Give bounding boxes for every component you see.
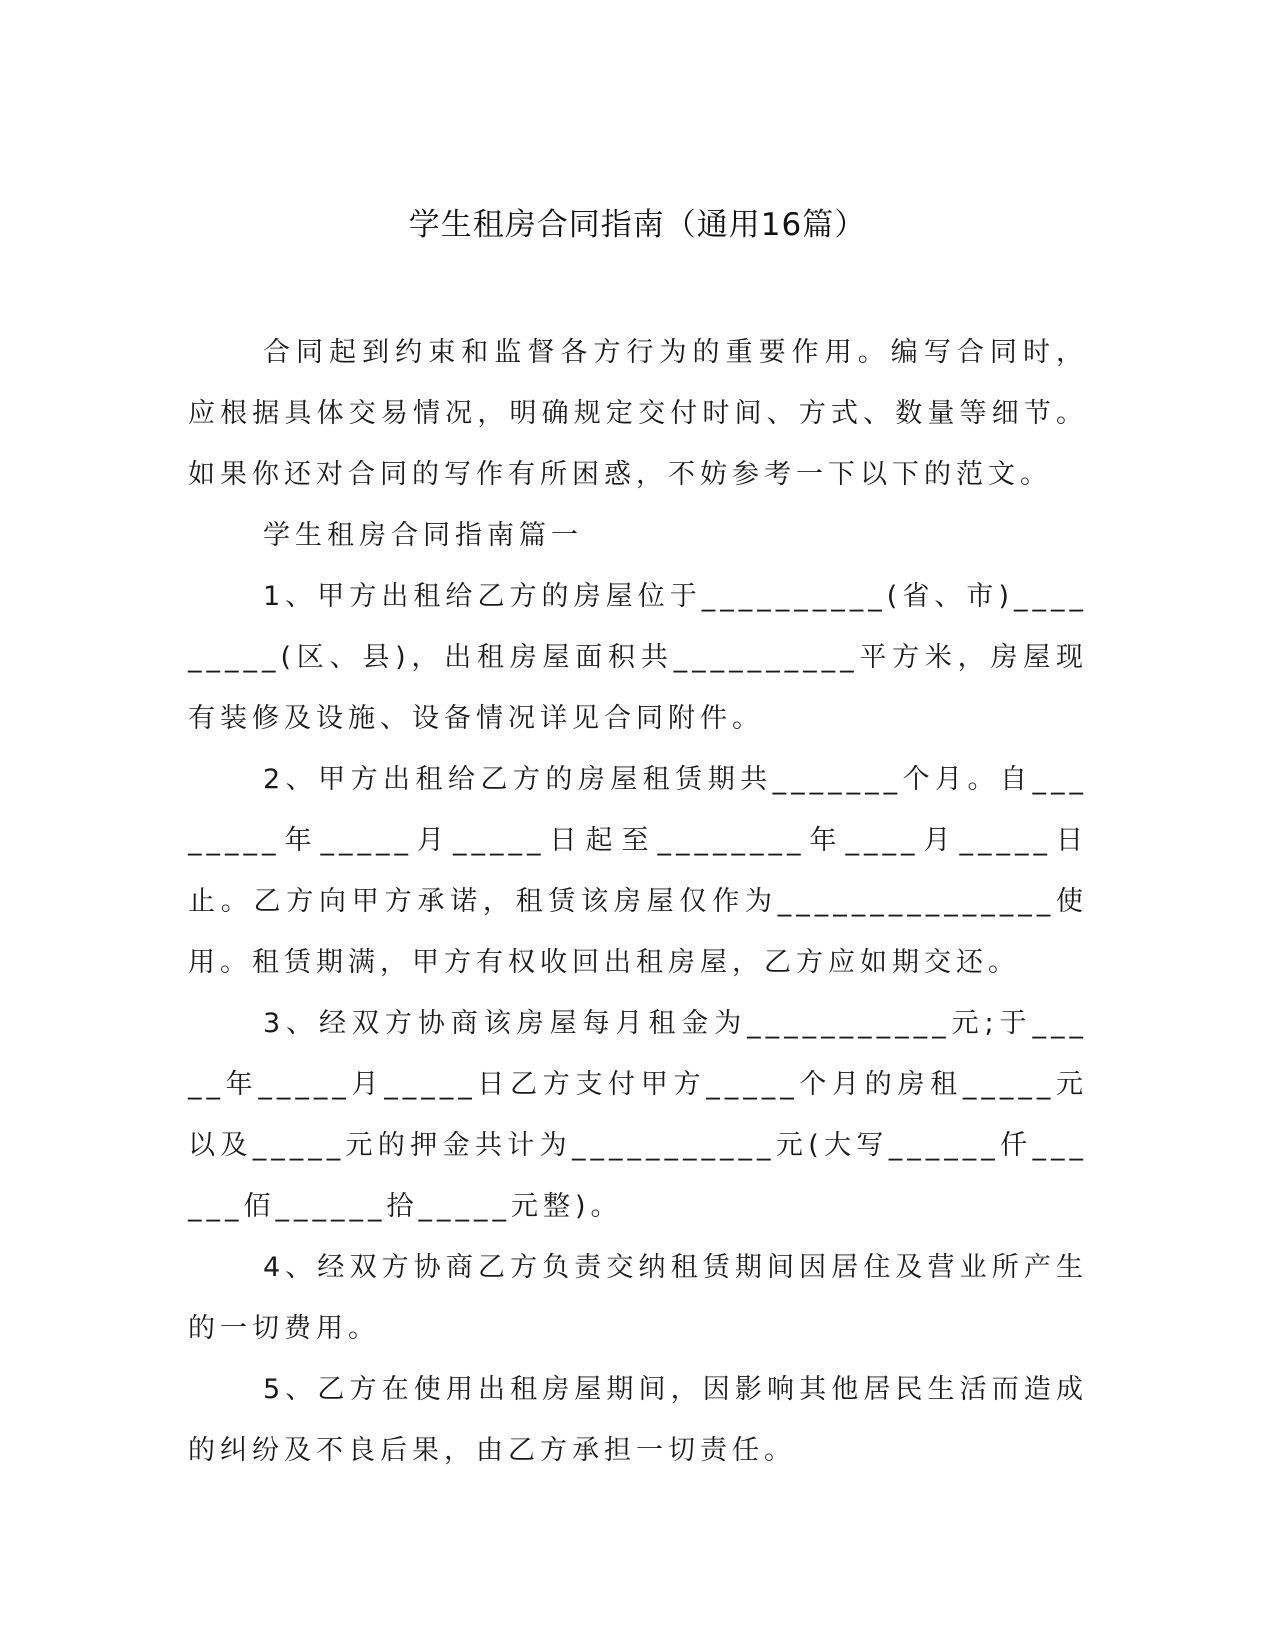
section-heading: 学生租房合同指南篇一 — [263, 520, 583, 551]
document-body — [188, 322, 1088, 1481]
clause-3-paragraph: 3、经双方协商该房屋每月租金为___________元;于_____年_____月_____日乙方支付甲方_____个月的房租_____元以及_____元的押金共计为___________元(大写______仟______佰______拾_____元整)。 — [188, 1008, 1088, 1222]
clause-4-paragraph: 4、经双方协商乙方负责交纳租赁期间因居住及营业所产生的一切费用。 — [188, 1252, 1088, 1344]
intro-paragraph: 合同起到约束和监督各方行为的重要作用。编写合同时，应根据具体交易情况，明确规定交付时间、方式、数量等细节。如果你还对合同的写作有所困惑，不妨参考一下以下的范文。 — [188, 337, 1088, 490]
clause-1-paragraph: 1、甲方出租给乙方的房屋位于__________(省、市)_________(区、县)，出租房屋面积共__________平方米，房屋现有装修及设施、设备情况详见合同附件。 — [188, 581, 1088, 734]
clause-5-paragraph: 5、乙方在使用出租房屋期间，因影响其他居民生活而造成的纠纷及不良后果，由乙方承担一切责任。 — [188, 1374, 1088, 1466]
clause-2-paragraph: 2、甲方出租给乙方的房屋租赁期共_______个月。自________年_____月_____日起至________年____月_____日止。乙方向甲方承诺，租赁该房屋仅作为_______________使用。租赁期满，甲方有权收回出租房屋，乙方应如期交还。 — [188, 764, 1088, 978]
document-title: 学生租房合同指南（通用16篇） — [408, 207, 867, 243]
